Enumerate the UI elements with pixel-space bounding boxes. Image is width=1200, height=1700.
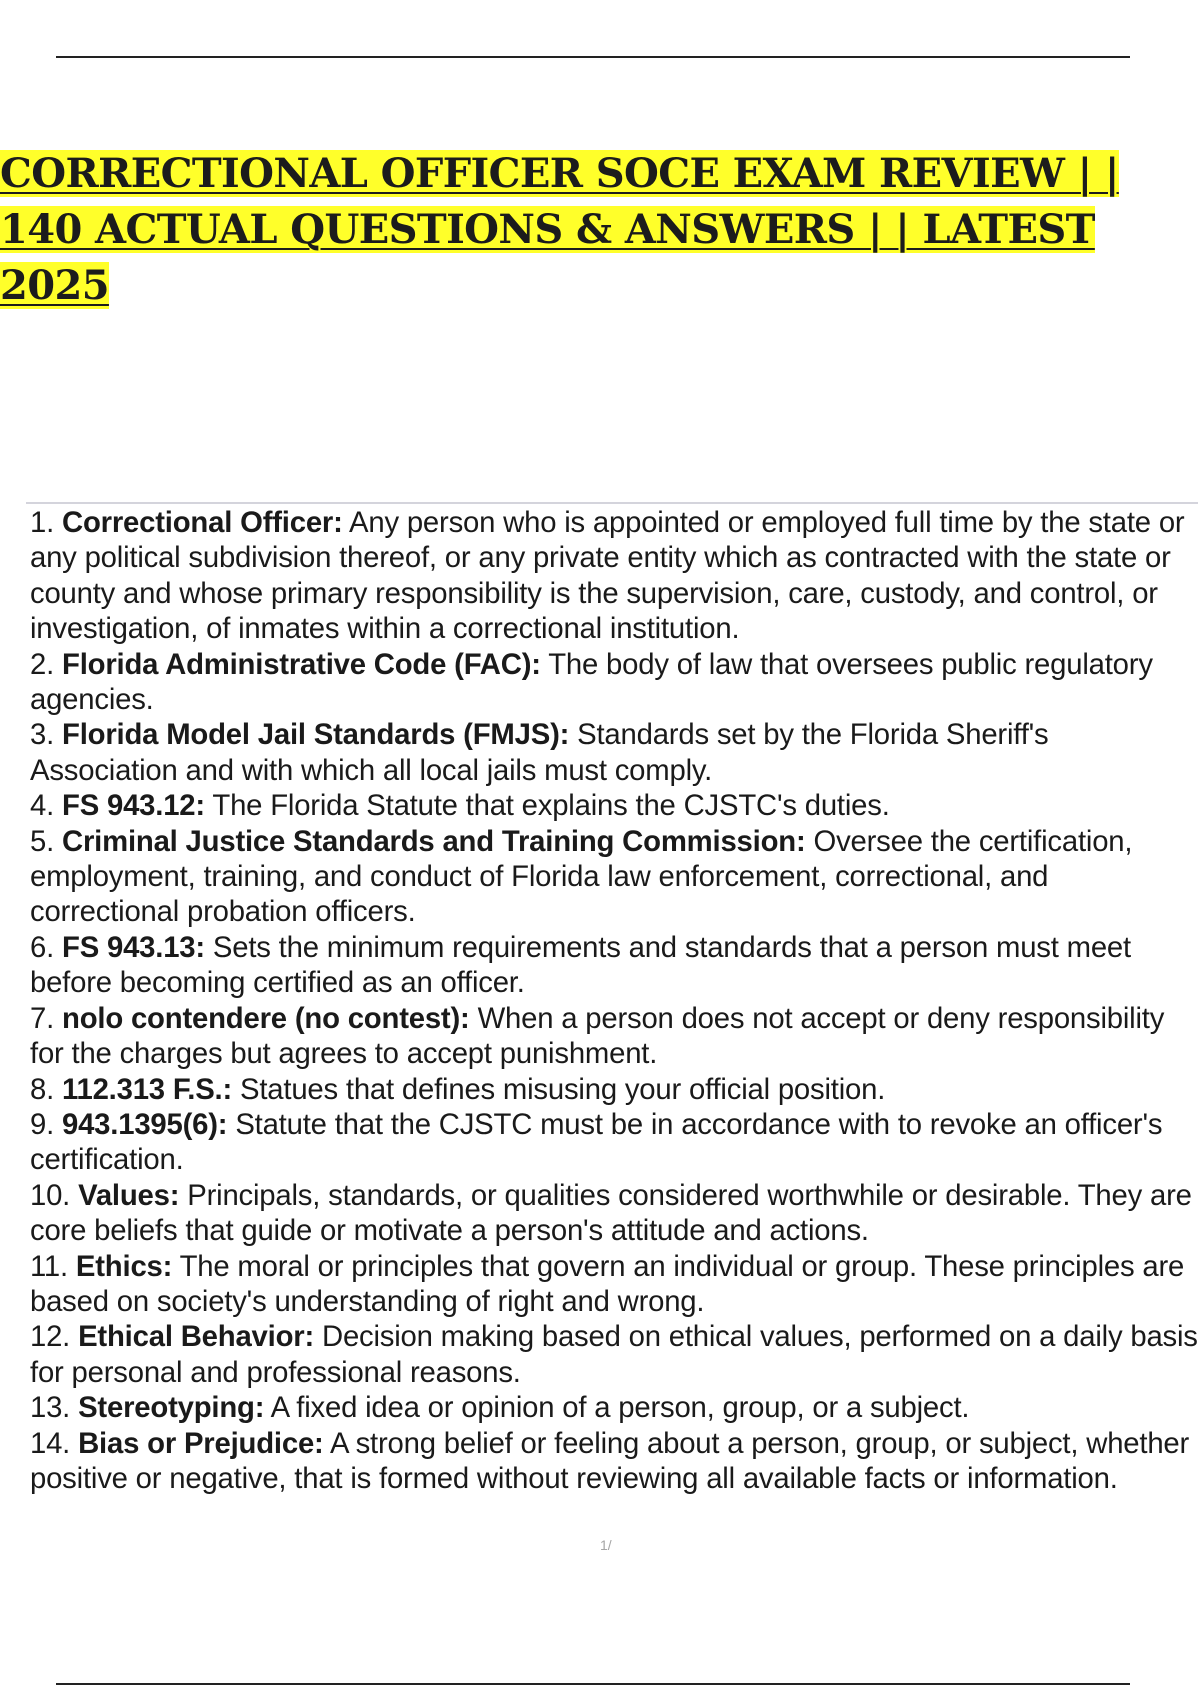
- item-definition: Standards set by the Florida Sheriff's Association and with which all local jails must comply.: [30, 718, 1049, 787]
- item-number: 10.: [30, 1178, 71, 1212]
- list-item: [30, 930, 1198, 1001]
- item-number: 4.: [30, 789, 55, 823]
- top-rule: [56, 56, 1130, 58]
- item-definition: Statute that the CJSTC must be in accordance with to revoke an officer's certification.: [30, 1107, 1163, 1177]
- item-definition: The moral or principles that govern an individual or group. These principles are based on society's understanding of right and wrong.: [30, 1249, 1185, 1318]
- list-item: [30, 717, 1198, 788]
- list-item: [30, 1426, 1198, 1497]
- item-term: Florida Administrative Code (FAC):: [62, 647, 541, 681]
- item-number: 7.: [30, 1001, 55, 1035]
- item-definition: Any person who is appointed or employed full time by the state or any political subdivision thereof, or any private entity which as contracted with the state or county and whose primary responsibility is the supervision, care, custody, and control, or investigation, of inmates within a correctional institution.: [30, 506, 1185, 646]
- list-item: [30, 1072, 1198, 1107]
- list-item: [30, 788, 1198, 823]
- item-term: 112.313 F.S.:: [62, 1072, 233, 1106]
- item-definition: When a person does not accept or deny responsibility for the charges but agrees to accept punishment.: [30, 1001, 1165, 1071]
- item-definition: A fixed idea or opinion of a person, group, or a subject.: [270, 1391, 970, 1425]
- item-term: Ethics:: [75, 1249, 173, 1283]
- list-item: [30, 1319, 1198, 1390]
- item-number: 12.: [30, 1320, 71, 1354]
- list-item: [30, 1249, 1198, 1320]
- item-definition: Principals, standards, or qualities considered worthwhile or desirable. They are core beliefs that guide or motivate a person's attitude and actions.: [30, 1178, 1192, 1248]
- item-term: Criminal Justice Standards and Training Commission:: [62, 824, 806, 858]
- item-number: 11.: [30, 1249, 68, 1283]
- item-term: FS 943.13:: [62, 930, 205, 964]
- list-item: [30, 647, 1198, 718]
- item-number: 8.: [30, 1072, 55, 1106]
- item-term: Florida Model Jail Standards (FMJS):: [62, 718, 570, 752]
- item-term: Stereotyping:: [78, 1391, 265, 1425]
- item-term: Values:: [78, 1178, 180, 1212]
- document-title-text: CORRECTIONAL OFFICER SOCE EXAM REVIEW | | 140 ACTUAL QUESTIONS & ANSWERS | | LATEST 2025: [0, 150, 1119, 309]
- item-number: 14.: [30, 1426, 71, 1460]
- item-definition: A strong belief or feeling about a person, group, or subject, whether positive or negative, that is formed without reviewing all available facts or information.: [30, 1426, 1190, 1495]
- item-definition: Sets the minimum requirements and standards that a person must meet before becoming certified as an officer.: [30, 930, 1131, 1000]
- item-number: 5.: [30, 824, 55, 858]
- item-number: 3.: [30, 718, 55, 752]
- list-item: [30, 1001, 1198, 1072]
- item-definition: Decision making based on ethical values, performed on a daily basis for personal and professional reasons.: [30, 1320, 1198, 1389]
- item-term: Correctional Officer:: [62, 506, 343, 539]
- item-term: FS 943.12:: [62, 789, 205, 823]
- item-definition: The body of law that oversees public regulatory agencies.: [30, 647, 1153, 717]
- item-number: 1.: [30, 506, 55, 539]
- item-definition: Statues that defines misusing your official position.: [240, 1072, 886, 1106]
- item-term: 943.1395(6):: [62, 1107, 228, 1141]
- item-term: nolo contendere (no contest):: [62, 1001, 470, 1035]
- document-title: [0, 146, 1195, 314]
- item-definition: The Florida Statute that explains the CJSTC's duties.: [212, 789, 890, 823]
- item-term: Ethical Behavior:: [78, 1320, 315, 1354]
- item-number: 6.: [30, 930, 55, 964]
- item-number: 9.: [30, 1107, 55, 1141]
- item-term: Bias or Prejudice:: [78, 1426, 324, 1460]
- list-item: [30, 1390, 1198, 1425]
- list-item: [30, 505, 1198, 647]
- list-item: [30, 1178, 1198, 1249]
- definition-list: [30, 505, 1198, 1496]
- list-item: [30, 824, 1198, 930]
- bottom-rule: [56, 1683, 1130, 1685]
- item-number: 13.: [30, 1391, 71, 1425]
- item-number: 2.: [30, 647, 55, 681]
- page-number: 1/: [600, 1537, 612, 1553]
- section-divider: [26, 502, 1198, 504]
- item-definition: Oversee the certification, employment, training, and conduct of Florida law enforcement, correctional, and correctional probation officers.: [30, 824, 1133, 929]
- list-item: [30, 1107, 1198, 1178]
